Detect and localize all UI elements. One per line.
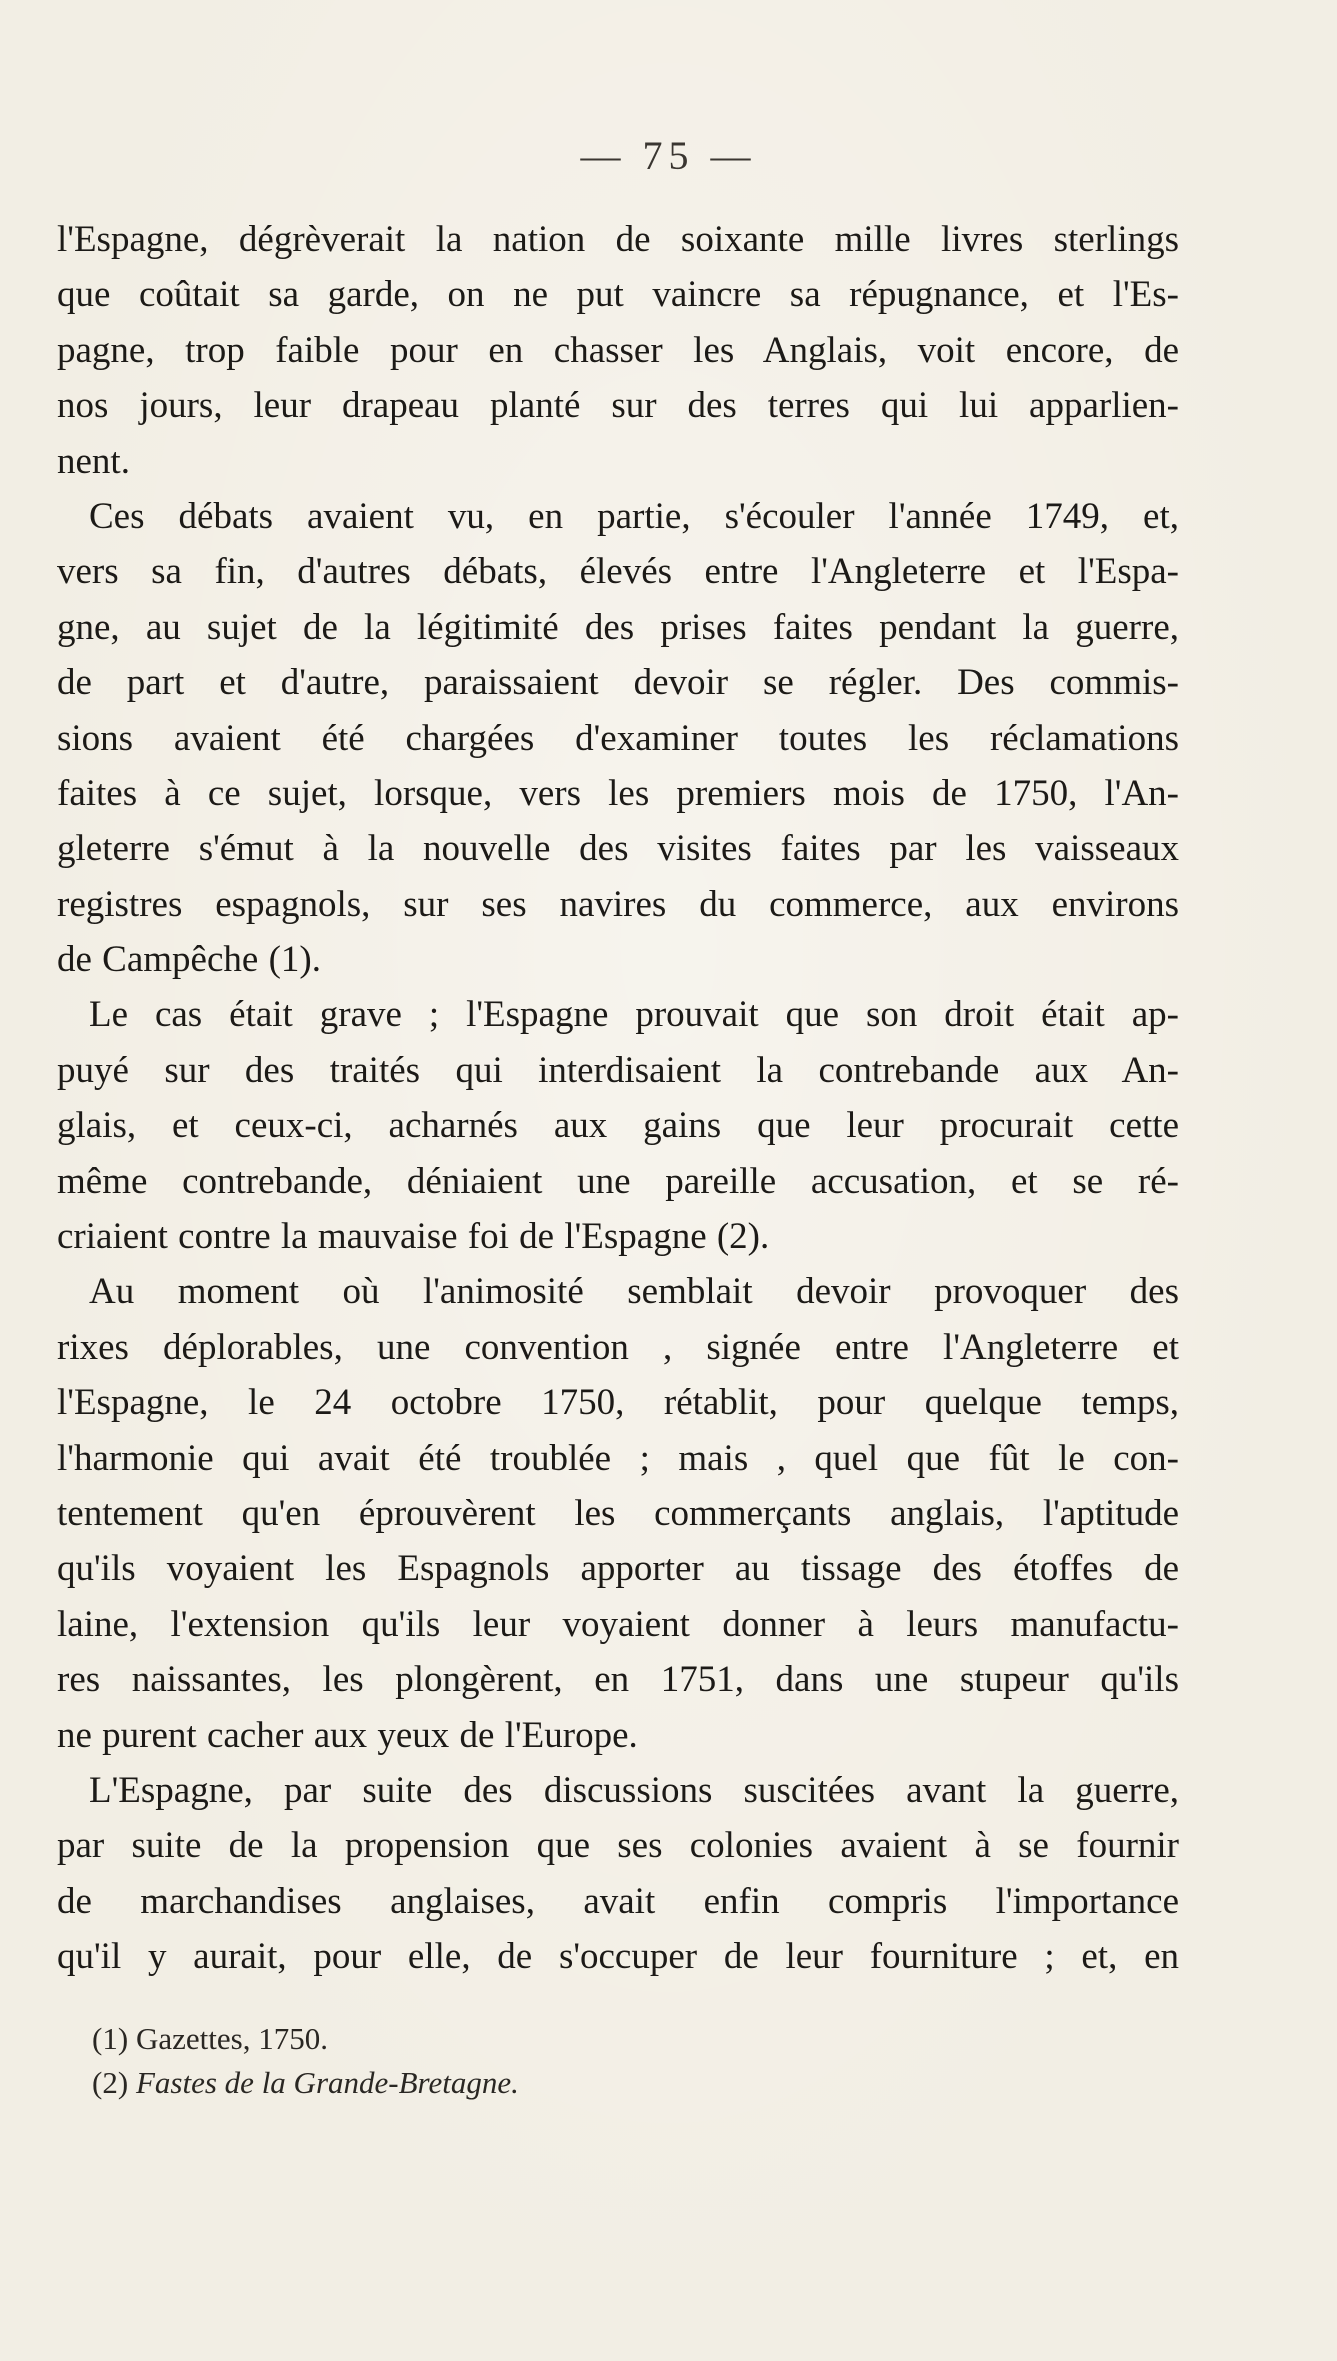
text-line: faites à ce sujet, lorsque, vers les premiers mois de 1750, l'An- xyxy=(57,772,1179,814)
text-line: Le cas était grave ; l'Espagne prouvait que son droit était ap- xyxy=(89,994,1179,1036)
text-line: tentement qu'en éprouvèrent les commerçants anglais, l'aptitude xyxy=(57,1492,1179,1534)
footnote-mark: (1) xyxy=(92,2021,129,2056)
text-line: criaient contre la mauvaise foi de l'Espagne (2). xyxy=(57,1216,770,1258)
text-line: de part et d'autre, paraissaient devoir se régler. Des commis- xyxy=(57,662,1179,704)
text-line: l'Espagne, le 24 octobre 1750, rétablit, pour quelque temps, xyxy=(57,1382,1179,1424)
footnote-text: Gazettes, 1750. xyxy=(136,2021,328,2056)
text-line: nent. xyxy=(57,440,130,482)
page-number: — 75 — xyxy=(580,133,757,178)
footnote-mark: (2) xyxy=(92,2065,129,2100)
text-line: sions avaient été chargées d'examiner toutes les réclamations xyxy=(57,717,1179,759)
text-line: l'Espagne, dégrèverait la nation de soixante mille livres sterlings xyxy=(57,219,1179,260)
text-line: Au moment où l'animosité semblait devoir provoquer des xyxy=(89,1271,1179,1313)
text-line: nos jours, leur drapeau planté sur des terres qui lui apparlien- xyxy=(57,385,1179,427)
text-line: même contrebande, déniaient une pareille accusation, et se ré- xyxy=(57,1160,1179,1202)
footnote-text: Fastes de la Grande-Bretagne. xyxy=(136,2065,519,2100)
text-line: glais, et ceux-ci, acharnés aux gains que leur procurait cette xyxy=(57,1105,1179,1147)
text-line: puyé sur des traités qui interdisaient la contrebande aux An- xyxy=(57,1049,1179,1091)
body-text xyxy=(57,212,1179,1985)
text-line: L'Espagne, par suite des discussions suscitées avant la guerre, xyxy=(89,1769,1179,1811)
text-line: registres espagnols, sur ses navires du commerce, aux environs xyxy=(57,883,1179,925)
text-line: res naissantes, les plongèrent, en 1751, dans une stupeur qu'ils xyxy=(57,1659,1179,1701)
text-line: pagne, trop faible pour en chasser les Anglais, voit encore, de xyxy=(57,329,1179,371)
text-line: laine, l'extension qu'ils leur voyaient donner à leurs manufactu- xyxy=(57,1603,1179,1645)
text-line: rixes déplorables, une convention , signée entre l'Angleterre et xyxy=(57,1326,1179,1368)
footnote xyxy=(92,2061,892,2105)
text-line: gleterre s'émut à la nouvelle des visites faites par les vaisseaux xyxy=(57,828,1179,870)
text-line: qu'il y aurait, pour elle, de s'occuper de leur fourniture ; et, en xyxy=(57,1936,1179,1978)
footnotes xyxy=(92,2017,892,2105)
text-line: l'harmonie qui avait été troublée ; mais , quel que fût le con- xyxy=(57,1437,1179,1479)
text-line: par suite de la propension que ses colonies avaient à se fournir xyxy=(57,1825,1179,1867)
text-line: gne, au sujet de la légitimité des prises faites pendant la guerre, xyxy=(57,606,1179,648)
text-line: vers sa fin, d'autres débats, élevés entre l'Angleterre et l'Espa- xyxy=(57,551,1179,593)
footnote xyxy=(92,2017,892,2061)
text-line: qu'ils voyaient les Espagnols apporter au tissage des étoffes de xyxy=(57,1548,1179,1590)
text-line: Ces débats avaient vu, en partie, s'écouler l'année 1749, et, xyxy=(89,495,1179,537)
text-line: de Campêche (1). xyxy=(57,939,321,981)
text-line: que coûtait sa garde, on ne put vaincre sa répugnance, et l'Es- xyxy=(57,274,1179,316)
text-line: de marchandises anglaises, avait enfin compris l'importance xyxy=(57,1880,1179,1922)
text-line: ne purent cacher aux yeux de l'Europe. xyxy=(57,1714,638,1756)
